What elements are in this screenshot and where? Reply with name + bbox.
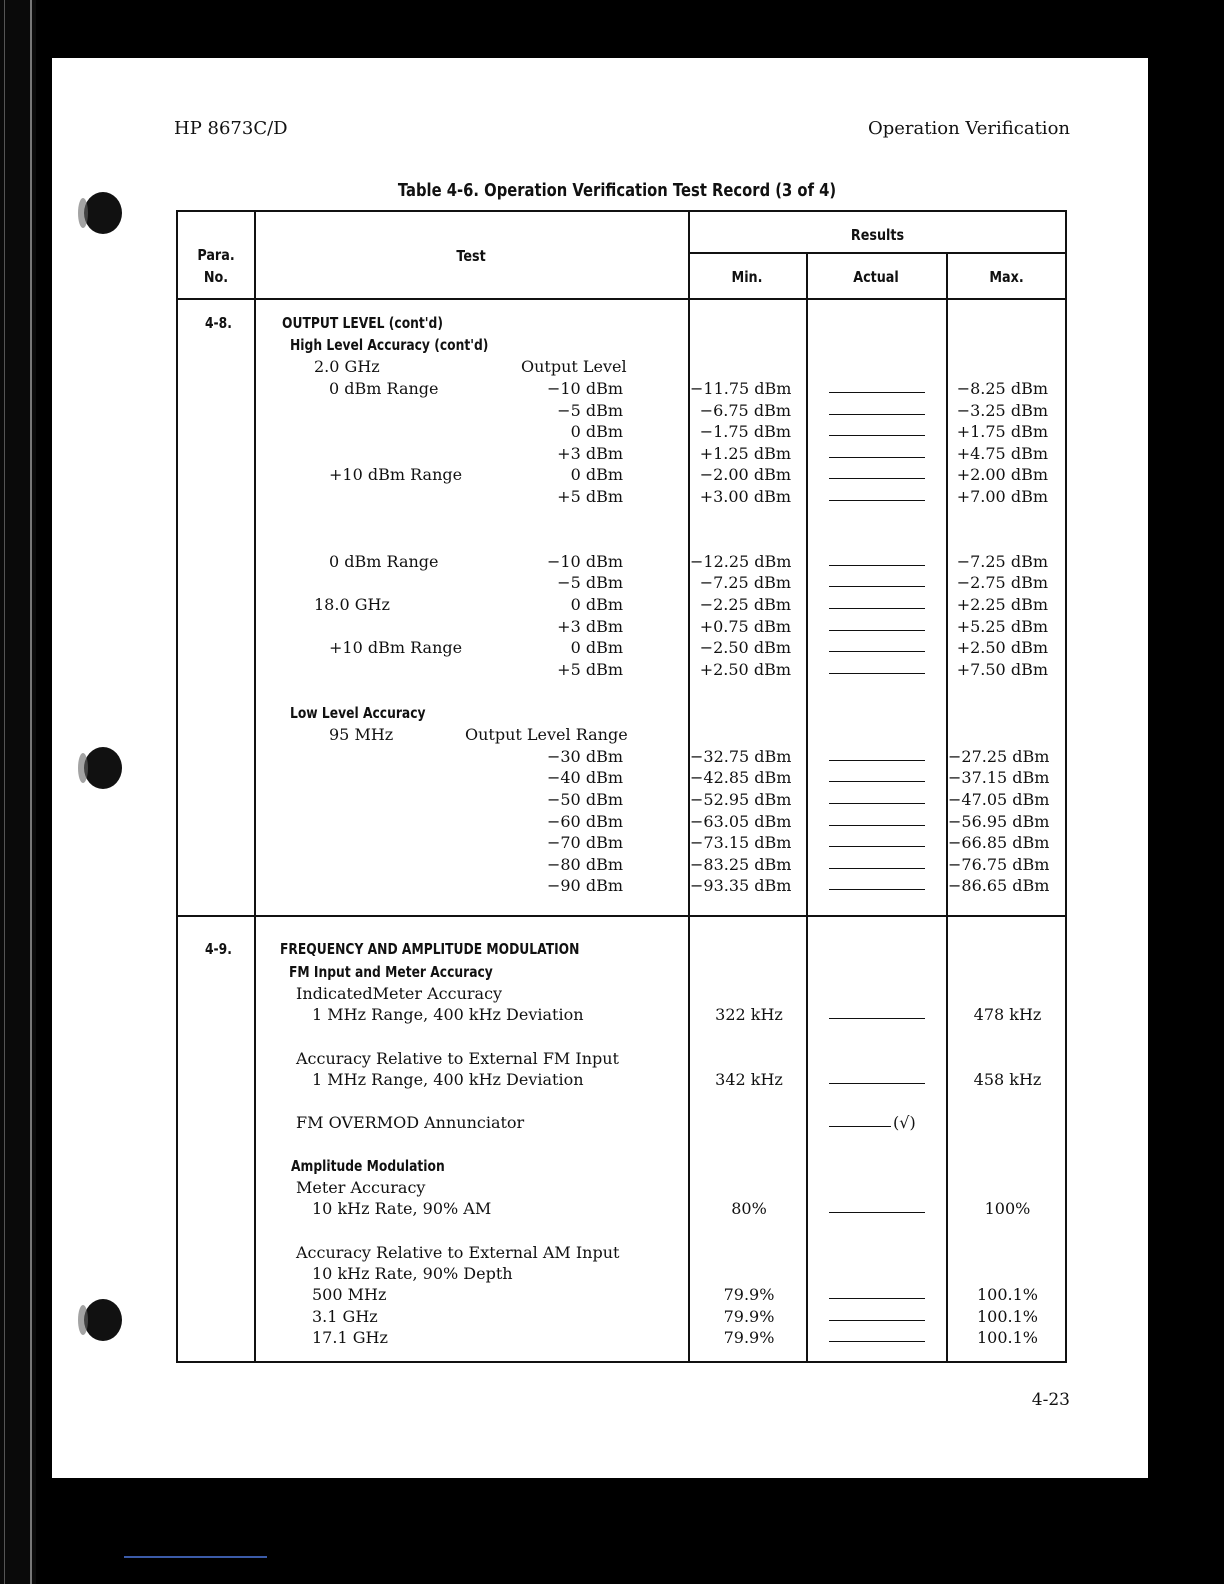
actual-blank[interactable] (829, 781, 925, 782)
max-cell: +2.50 dBm (956, 638, 1048, 657)
section-row (178, 356, 1069, 378)
table-row (178, 746, 1069, 768)
level-cell: −90 dBm (546, 876, 623, 895)
subsection-title: High Level Accuracy (cont'd) (290, 336, 489, 354)
frequency-label: 2.0 GHz (314, 357, 380, 376)
section-row (178, 961, 1069, 983)
actual-blank[interactable] (829, 1341, 925, 1342)
min-cell: −12.25 dBm (690, 552, 792, 571)
level-cell: +5 dBm (557, 660, 623, 679)
max-cell: −86.65 dBm (948, 876, 1050, 895)
table-row (178, 767, 1069, 789)
table-caption: Table 4-6. Operation Verification Test Record (3 of 4) (397, 180, 837, 201)
table-row (178, 1327, 1069, 1349)
max-cell: −47.05 dBm (948, 790, 1050, 809)
min-cell: 79.9% (723, 1307, 775, 1326)
min-cell: −83.25 dBm (690, 855, 792, 874)
min-cell: 79.9% (723, 1328, 775, 1347)
range-label: +10 dBm Range (329, 638, 463, 657)
actual-blank[interactable] (829, 1298, 925, 1299)
level-cell: 0 dBm (570, 422, 623, 441)
punch-hole (84, 747, 122, 789)
section-title: FREQUENCY AND AMPLITUDE MODULATION (280, 940, 580, 958)
min-cell: −11.75 dBm (690, 379, 792, 398)
table-row (178, 551, 1069, 573)
level-cell: +3 dBm (557, 617, 623, 636)
section-row (178, 334, 1069, 356)
actual-blank[interactable] (829, 825, 925, 826)
table-row (178, 594, 1069, 616)
actual-blank[interactable] (829, 651, 925, 652)
level-cell: −30 dBm (546, 747, 623, 766)
level-cell: +5 dBm (557, 487, 623, 506)
actual-blank[interactable] (829, 500, 925, 501)
frequency-label: 18.0 GHz (314, 595, 390, 614)
table-row (178, 832, 1069, 854)
table-row (178, 659, 1069, 681)
test-label: 1 MHz Range, 400 kHz Deviation (312, 1070, 584, 1089)
subsection-title: Amplitude Modulation (291, 1157, 445, 1175)
header-model: HP 8673C/D (174, 118, 288, 139)
table-row (178, 464, 1069, 486)
max-cell: −76.75 dBm (948, 855, 1050, 874)
min-cell: +1.25 dBm (699, 444, 791, 463)
actual-blank[interactable] (829, 868, 925, 869)
range-label: +10 dBm Range (329, 465, 463, 484)
scan-left-edge (0, 0, 36, 1584)
max-cell: −3.25 dBm (956, 401, 1048, 420)
max-cell: +5.25 dBm (956, 617, 1048, 636)
max-cell: +7.50 dBm (956, 660, 1048, 679)
actual-blank[interactable] (829, 1126, 891, 1127)
actual-blank[interactable] (829, 565, 925, 566)
min-cell: +2.50 dBm (699, 660, 791, 679)
min-cell: 342 kHz (715, 1070, 783, 1089)
scan-artifact-line (124, 1556, 267, 1558)
frequency-label: 95 MHz (329, 725, 394, 744)
table-row (178, 1069, 1069, 1091)
table-row (178, 811, 1069, 833)
level-cell: −40 dBm (546, 768, 623, 787)
section-row (178, 938, 1069, 960)
level-cell: −5 dBm (557, 401, 623, 420)
max-cell: −8.25 dBm (956, 379, 1048, 398)
test-label: Accuracy Relative to External AM Input (296, 1243, 620, 1262)
section-row (178, 312, 1069, 334)
table-row (178, 637, 1069, 659)
max-cell: −66.85 dBm (948, 833, 1050, 852)
table-row (178, 1198, 1069, 1220)
test-label: 17.1 GHz (312, 1328, 388, 1347)
min-cell: −2.25 dBm (699, 595, 791, 614)
table-row (178, 616, 1069, 638)
col-results: Results (850, 226, 905, 244)
section-row (178, 724, 1069, 746)
actual-blank[interactable] (829, 1212, 925, 1213)
table-row (178, 486, 1069, 508)
test-label: 500 MHz (312, 1285, 387, 1304)
section-title: OUTPUT LEVEL (cont'd) (282, 314, 443, 332)
min-cell: −93.35 dBm (690, 876, 792, 895)
max-cell: +2.00 dBm (956, 465, 1048, 484)
col-max: Max. (989, 268, 1024, 286)
max-cell: 100.1% (976, 1285, 1038, 1304)
col-para: Para. (197, 246, 235, 264)
level-cell: +3 dBm (557, 444, 623, 463)
min-cell: 79.9% (723, 1285, 775, 1304)
max-cell: −56.95 dBm (948, 812, 1050, 831)
min-cell: −2.00 dBm (699, 465, 791, 484)
max-cell: +2.25 dBm (956, 595, 1048, 614)
test-label: 10 kHz Rate, 90% AM (312, 1199, 492, 1218)
level-cell: 0 dBm (570, 465, 623, 484)
min-cell: −2.50 dBm (699, 638, 791, 657)
min-cell: +3.00 dBm (699, 487, 791, 506)
actual-blank[interactable] (829, 846, 925, 847)
actual-blank[interactable] (829, 1018, 925, 1019)
test-record-table (176, 210, 1067, 1363)
col-no: No. (203, 268, 229, 286)
level-cell: −10 dBm (546, 379, 623, 398)
table-row (178, 875, 1069, 897)
section-row (178, 1155, 1069, 1177)
output-level-label: Output Level (521, 357, 627, 376)
section-row (178, 1242, 1069, 1264)
min-cell: 322 kHz (715, 1005, 783, 1024)
level-cell: −80 dBm (546, 855, 623, 874)
level-cell: 0 dBm (570, 638, 623, 657)
max-cell: 478 kHz (973, 1005, 1042, 1024)
actual-blank[interactable] (829, 889, 925, 890)
table-row (178, 789, 1069, 811)
level-cell: −60 dBm (546, 812, 623, 831)
table-row (178, 1284, 1069, 1306)
table-row (178, 443, 1069, 465)
max-cell: 458 kHz (973, 1070, 1042, 1089)
max-cell: −37.15 dBm (948, 768, 1050, 787)
table-row (178, 572, 1069, 594)
actual-blank[interactable] (829, 392, 925, 393)
test-label: 1 MHz Range, 400 kHz Deviation (312, 1005, 584, 1024)
min-cell: +0.75 dBm (699, 617, 791, 636)
max-cell: −7.25 dBm (956, 552, 1048, 571)
table-row (178, 1004, 1069, 1026)
col-min: Min. (731, 268, 763, 286)
level-cell: −10 dBm (546, 552, 623, 571)
actual-blank[interactable] (829, 608, 925, 609)
col-test: Test (456, 247, 486, 265)
range-label: 0 dBm Range (329, 379, 439, 398)
max-cell: 100% (984, 1199, 1031, 1218)
level-cell: 0 dBm (570, 595, 623, 614)
section-row (178, 702, 1069, 724)
header-section: Operation Verification (867, 118, 1070, 139)
min-cell: −7.25 dBm (699, 573, 791, 592)
min-cell: −52.95 dBm (690, 790, 792, 809)
actual-blank[interactable] (829, 673, 925, 674)
table-row (178, 421, 1069, 443)
punch-hole (84, 192, 122, 234)
level-cell: −50 dBm (546, 790, 623, 809)
test-label: FM OVERMOD Annunciator (296, 1113, 525, 1132)
max-cell: 100.1% (976, 1307, 1038, 1326)
test-label: 3.1 GHz (312, 1307, 378, 1326)
min-cell: −63.05 dBm (690, 812, 792, 831)
punch-hole (84, 1299, 122, 1341)
subsection-title: Low Level Accuracy (290, 704, 426, 722)
section-row (178, 1177, 1069, 1199)
table-row (178, 1306, 1069, 1328)
table-row (178, 378, 1069, 400)
section-row (178, 1048, 1069, 1070)
para-number: 4-8. (205, 314, 232, 332)
table-row (178, 1112, 1069, 1134)
test-label: Accuracy Relative to External FM Input (296, 1049, 619, 1068)
max-cell: +4.75 dBm (956, 444, 1048, 463)
min-cell: −73.15 dBm (690, 833, 792, 852)
actual-blank[interactable] (829, 435, 925, 436)
actual-blank[interactable] (829, 760, 925, 761)
max-cell: −2.75 dBm (956, 573, 1048, 592)
test-label: 10 kHz Rate, 90% Depth (312, 1264, 513, 1283)
actual-blank[interactable] (829, 478, 925, 479)
max-cell: 100.1% (976, 1328, 1038, 1347)
section-row (178, 983, 1069, 1005)
min-cell: 80% (731, 1199, 767, 1218)
min-cell: −32.75 dBm (690, 747, 792, 766)
min-cell: −42.85 dBm (690, 768, 792, 787)
actual-blank[interactable] (829, 457, 925, 458)
max-cell: +7.00 dBm (956, 487, 1048, 506)
checkmark-icon: (√) (893, 1113, 916, 1132)
document-page (52, 58, 1148, 1478)
actual-blank[interactable] (829, 803, 925, 804)
actual-blank[interactable] (829, 1083, 925, 1084)
actual-blank[interactable] (829, 1320, 925, 1321)
table-row (178, 400, 1069, 422)
subsection-title: FM Input and Meter Accuracy (289, 963, 493, 981)
range-label: 0 dBm Range (329, 552, 439, 571)
test-label: Meter Accuracy (296, 1178, 426, 1197)
page-number: 4-23 (1031, 1390, 1070, 1410)
min-cell: −1.75 dBm (699, 422, 791, 441)
test-label: IndicatedMeter Accuracy (296, 984, 503, 1003)
output-level-range-label: Output Level Range (465, 725, 628, 744)
actual-blank[interactable] (829, 630, 925, 631)
section-row (178, 1263, 1069, 1285)
level-cell: −5 dBm (557, 573, 623, 592)
actual-blank[interactable] (829, 586, 925, 587)
level-cell: −70 dBm (546, 833, 623, 852)
table-row (178, 854, 1069, 876)
para-number: 4-9. (205, 940, 232, 958)
max-cell: −27.25 dBm (948, 747, 1050, 766)
actual-blank[interactable] (829, 414, 925, 415)
col-actual: Actual (853, 268, 899, 286)
max-cell: +1.75 dBm (956, 422, 1048, 441)
min-cell: −6.75 dBm (699, 401, 791, 420)
